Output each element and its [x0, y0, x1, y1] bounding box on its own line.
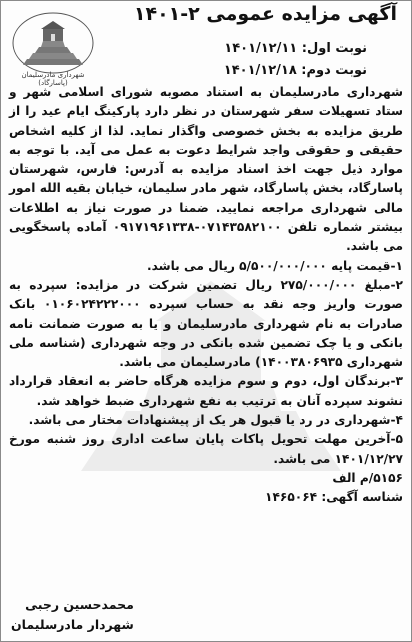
- notice-id: شناسه آگهی: ۱۴۶۵۰۶۴: [265, 490, 403, 505]
- logo-caption: شهرداری مادرسلیمان (پاسارگاد): [21, 71, 85, 87]
- reference-number: ۵۱۵۶/م الف: [332, 470, 403, 485]
- notice-body: [9, 83, 403, 508]
- signature-block: [11, 595, 134, 635]
- signer-role: شهردار مادرسلیمان: [11, 617, 134, 632]
- condition-winners: ۳-برندگان اول، دوم و سوم مزایده هرگاه حاضر به انعقاد قرارداد نشوند سپرده آنان به ترتیب به نفع شهرداری ضبط خواهد شد.: [9, 374, 403, 408]
- signer-name: محمدحسین رجبی: [25, 597, 134, 612]
- second-round-date: نوبت دوم: ۱۴۰۱/۱۲/۱۸: [223, 63, 367, 78]
- intro-paragraph: شهرداری مادرسلیمان به استناد مصوبه شورای اسلامی شهر و ستاد تسهیلات سفر شهرستان در نظر دارد پارکینگ ایام عید را از طریق مزایده به بخش خصوصی واگذار نماید. لذا از کلیه اشخاص حقیقی و حقوقی واجد شرایط دعوت به عمل می آید. با توجه به موارد ذیل جهت اخذ اسناد مزایده به آدرس: فارس، شهرستان پاسارگاد، بخش پاسارگاد، شهر مادر سلیمان، خیابان بقیه الله امور مالی شهرداری مراجعه نمایید. ضمنا در صورت نیاز به اطلاعات بیشتر شماره تلفن ۰۷۱۴۳۵۸۲۱۰۰-۰۹۱۷۱۹۶۱۳۳۸ آماده پاسخگویی می باشد.: [9, 85, 403, 254]
- condition-deadline: ۵-آخرین مهلت تحویل پاکات پایان ساعت اداری روز شنبه مورخ ۱۴۰۱/۱۲/۲۷ می باشد.: [9, 432, 403, 466]
- notice-title: آگهی مزایده عمومی ۲-۱۴۰۱: [133, 3, 397, 25]
- condition-base-price: ۱-قیمت پایه ۵/۵۰۰/۰۰۰/۰۰۰ ریال می باشد.: [146, 258, 403, 273]
- condition-deposit: ۲-مبلغ ۲۷۵/۰۰۰/۰۰۰ ریال تضمین شرکت در مزایده: سپرده به صورت واریز وجه نقد به حساب سپرده ۰۱۰۶۰۲۴۲۲۲۰۰۰ بانک صادرات به نام شهرداری مادرسلیمان و یا به صورت ضمانت نامه بانکی و یا چک تضمین شده بانکی در وجه شهرداری (شناسه ملی شهرداری ۱۴۰۰۳۸۰۶۹۳۵) مادرسلیمان می باشد.: [9, 277, 404, 370]
- first-round-date: نوبت اول: ۱۴۰۱/۱۲/۱۱: [224, 41, 367, 56]
- condition-discretion: ۴-شهرداری در رد یا قبول هر یک از پیشنهادات مختار می باشد.: [28, 413, 403, 428]
